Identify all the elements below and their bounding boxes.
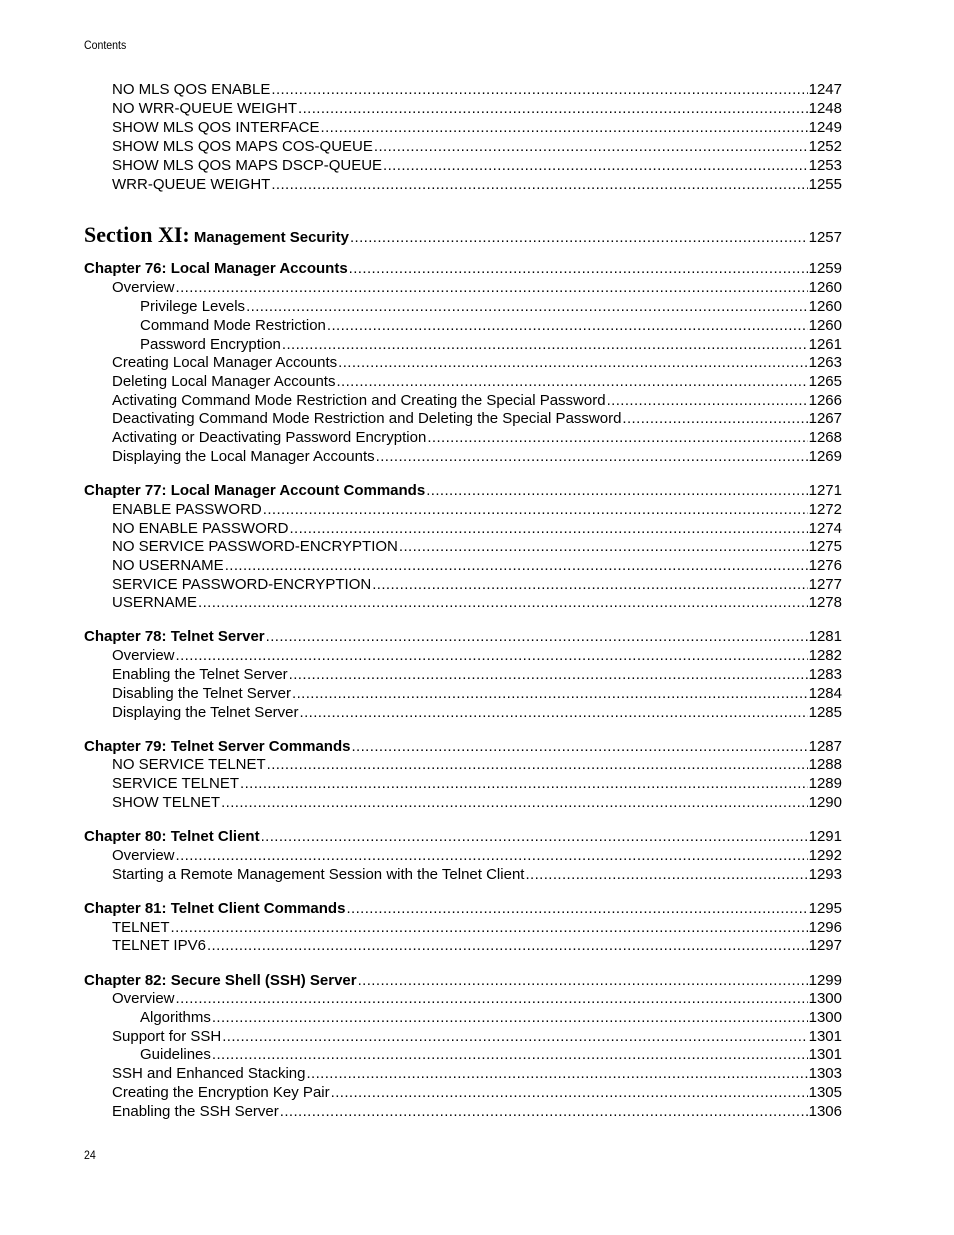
toc-page-number: 1289 xyxy=(808,775,842,792)
toc-page-number: 1272 xyxy=(808,501,842,518)
toc-entry-title: TELNET xyxy=(112,919,170,936)
toc-entry-title: SERVICE PASSWORD-ENCRYPTION xyxy=(112,576,372,593)
toc-entry-title: NO SERVICE TELNET xyxy=(112,756,266,773)
toc-entry[interactable] xyxy=(84,664,842,683)
toc-page-number: 1297 xyxy=(808,937,842,954)
dot-leader xyxy=(427,429,807,446)
dot-leader xyxy=(289,520,807,537)
toc-entry[interactable] xyxy=(84,371,842,390)
toc-page-number: 1283 xyxy=(808,666,842,683)
dot-leader xyxy=(376,448,808,465)
toc-entry-title: Chapter 80: Telnet Client xyxy=(84,828,260,845)
dot-leader xyxy=(271,81,807,98)
toc-page-number: 1282 xyxy=(808,647,842,664)
toc-page-number: 1300 xyxy=(808,990,842,1007)
toc-entry-title: Chapter 77: Local Manager Account Commands xyxy=(84,482,426,499)
dot-leader xyxy=(351,738,807,755)
toc-entry[interactable] xyxy=(84,773,842,792)
toc-chapter-entry[interactable] xyxy=(84,626,842,645)
dot-leader xyxy=(374,138,808,155)
toc-entry[interactable] xyxy=(84,98,842,117)
toc-entry-title: Deactivating Command Mode Restriction and Deleting the Special Password xyxy=(112,410,622,427)
dot-leader xyxy=(298,100,808,117)
toc-entry-title: Deleting Local Manager Accounts xyxy=(112,373,336,390)
toc-page-number: 1269 xyxy=(808,448,842,465)
toc-entry[interactable] xyxy=(84,917,842,936)
toc-entry[interactable] xyxy=(84,79,842,98)
toc-page-number: 1260 xyxy=(808,279,842,296)
toc-page-number: 1252 xyxy=(808,138,842,155)
dot-leader xyxy=(222,1028,807,1045)
toc-entry-title: NO USERNAME xyxy=(112,557,224,574)
toc-page-number: 1275 xyxy=(808,538,842,555)
toc-entry-title: SHOW TELNET xyxy=(112,794,221,811)
dot-leader xyxy=(207,937,808,954)
toc-entry[interactable] xyxy=(84,792,842,811)
toc-page-number: 1247 xyxy=(808,81,842,98)
toc-section-entry[interactable] xyxy=(84,220,842,246)
toc-page-number: 1293 xyxy=(808,866,842,883)
toc-page-number: 1263 xyxy=(808,354,842,371)
toc-entry[interactable] xyxy=(84,988,842,1007)
dot-leader xyxy=(349,260,808,277)
toc-entry[interactable] xyxy=(84,315,842,334)
dot-leader xyxy=(525,866,807,883)
toc-entry-title: WRR-QUEUE WEIGHT xyxy=(112,176,271,193)
toc-entry[interactable] xyxy=(84,1082,842,1101)
toc-page-number: 1301 xyxy=(808,1028,842,1045)
dot-leader xyxy=(198,594,808,611)
toc-page-number: 1266 xyxy=(808,392,842,409)
toc-entry[interactable] xyxy=(84,645,842,664)
toc-entry-title: Chapter 81: Telnet Client Commands xyxy=(84,900,346,917)
toc-entry-title: Overview xyxy=(112,647,175,664)
toc-entry-title: SHOW MLS QOS INTERFACE xyxy=(112,119,320,136)
dot-leader xyxy=(266,628,808,645)
toc-page-number: 1288 xyxy=(808,756,842,773)
toc-page-number: 1284 xyxy=(808,685,842,702)
toc-entry-title: Guidelines xyxy=(140,1046,211,1063)
dot-leader xyxy=(225,557,808,574)
toc-page-number: 1274 xyxy=(808,520,842,537)
toc-entry-title: Displaying the Telnet Server xyxy=(112,704,299,721)
toc-entry[interactable] xyxy=(84,683,842,702)
dot-leader xyxy=(372,576,807,593)
dot-leader xyxy=(358,972,808,989)
toc-entry[interactable] xyxy=(84,408,842,427)
toc-page-number: 1267 xyxy=(808,410,842,427)
toc-entry-title: Displaying the Local Manager Accounts xyxy=(112,448,375,465)
section-label: Section XI: xyxy=(84,222,190,247)
dot-leader xyxy=(292,685,808,702)
toc-page-number: 1303 xyxy=(808,1065,842,1082)
toc-entry-title: ENABLE PASSWORD xyxy=(112,501,262,518)
toc-chapter-entry[interactable] xyxy=(84,480,842,499)
dot-leader xyxy=(246,298,808,315)
toc-entry-title: Privilege Levels xyxy=(140,298,246,315)
toc-entry-title: Chapter 78: Telnet Server xyxy=(84,628,265,645)
dot-leader xyxy=(338,354,807,371)
toc-page-number: 1265 xyxy=(808,373,842,390)
dot-leader xyxy=(306,1065,807,1082)
toc-entry-title: Creating Local Manager Accounts xyxy=(112,354,338,371)
toc-entry-title: SERVICE TELNET xyxy=(112,775,239,792)
dot-leader xyxy=(383,157,808,174)
toc-page-number: 1260 xyxy=(808,298,842,315)
toc-page-number: 1257 xyxy=(808,229,842,246)
toc-entry[interactable] xyxy=(84,1101,842,1120)
section-title: Management Security xyxy=(193,229,349,246)
toc-entry[interactable] xyxy=(84,136,842,155)
toc-entry[interactable] xyxy=(84,702,842,721)
toc-page-number: 1259 xyxy=(808,260,842,277)
toc-entry[interactable] xyxy=(84,935,842,954)
toc-entry[interactable] xyxy=(84,592,842,611)
dot-leader xyxy=(221,794,808,811)
toc-page-number: 1271 xyxy=(808,482,842,499)
dot-leader xyxy=(622,410,807,427)
toc-chapter-entry[interactable] xyxy=(84,736,842,755)
toc-chapter-entry[interactable] xyxy=(84,826,842,845)
dot-leader xyxy=(289,666,808,683)
toc-entry[interactable] xyxy=(84,296,842,315)
toc-entry-title: Overview xyxy=(112,279,175,296)
toc-entry-title: TELNET IPV6 xyxy=(112,937,206,954)
toc-page-number: 1285 xyxy=(808,704,842,721)
toc-entry[interactable] xyxy=(84,446,842,465)
toc-entry[interactable] xyxy=(84,427,842,446)
toc-entry-title: Command Mode Restriction xyxy=(140,317,326,334)
dot-leader xyxy=(176,990,808,1007)
toc-entry-title: Overview xyxy=(112,990,175,1007)
toc-entry-title: NO ENABLE PASSWORD xyxy=(112,520,289,537)
toc-entry-title: Password Encryption xyxy=(140,336,281,353)
toc-entry-title: Algorithms xyxy=(140,1009,211,1026)
toc-entry[interactable] xyxy=(84,555,842,574)
toc-entry-title: Support for SSH xyxy=(112,1028,222,1045)
toc-page-number: 1260 xyxy=(808,317,842,334)
toc-entry[interactable] xyxy=(84,155,842,174)
toc-page-number: 1281 xyxy=(808,628,842,645)
toc-entry-title: Activating or Deactivating Password Encryption xyxy=(112,429,427,446)
dot-leader xyxy=(336,373,807,390)
dot-leader xyxy=(346,900,807,917)
dot-leader xyxy=(176,847,808,864)
toc-entry[interactable] xyxy=(84,518,842,537)
toc-page-number: 1292 xyxy=(808,847,842,864)
dot-leader xyxy=(176,647,808,664)
toc-entry[interactable] xyxy=(84,334,842,353)
toc-page-number: 1268 xyxy=(808,429,842,446)
toc-entry-title: SSH and Enhanced Stacking xyxy=(112,1065,306,1082)
toc-entry[interactable] xyxy=(84,277,842,296)
toc-page-number: 1261 xyxy=(808,336,842,353)
dot-leader xyxy=(327,317,808,334)
page-header: Contents xyxy=(84,38,127,52)
toc-entry[interactable] xyxy=(84,845,842,864)
toc-entry[interactable] xyxy=(84,117,842,136)
dot-leader xyxy=(300,704,808,721)
dot-leader xyxy=(171,919,808,936)
toc-entry-title: Overview xyxy=(112,847,175,864)
toc-entry[interactable] xyxy=(84,1007,842,1026)
toc-entry-title: NO SERVICE PASSWORD-ENCRYPTION xyxy=(112,538,398,555)
dot-leader xyxy=(350,229,808,246)
dot-leader xyxy=(261,828,808,845)
toc-page-number: 1253 xyxy=(808,157,842,174)
page-number: 24 xyxy=(84,1148,96,1162)
toc-entry-title: Creating the Encryption Key Pair xyxy=(112,1084,330,1101)
toc-entry-title: NO WRR-QUEUE WEIGHT xyxy=(112,100,297,117)
dot-leader xyxy=(263,501,808,518)
toc-page-number: 1249 xyxy=(808,119,842,136)
toc-entry[interactable] xyxy=(84,390,842,409)
toc-entry[interactable] xyxy=(84,536,842,555)
dot-leader xyxy=(399,538,808,555)
toc-section-title xyxy=(84,222,349,247)
toc-entry-title: USERNAME xyxy=(112,594,198,611)
dot-leader xyxy=(212,1046,808,1063)
toc-page-number: 1305 xyxy=(808,1084,842,1101)
dot-leader xyxy=(331,1084,808,1101)
dot-leader xyxy=(426,482,807,499)
toc-entry[interactable] xyxy=(84,174,842,193)
toc-page-number: 1300 xyxy=(808,1009,842,1026)
toc-page-number: 1296 xyxy=(808,919,842,936)
toc-entry-title: Chapter 79: Telnet Server Commands xyxy=(84,738,351,755)
toc-chapter-entry[interactable] xyxy=(84,970,842,989)
toc-page-number: 1290 xyxy=(808,794,842,811)
toc-page-number: 1276 xyxy=(808,557,842,574)
toc-entry-title: SHOW MLS QOS MAPS COS-QUEUE xyxy=(112,138,373,155)
toc-entry[interactable] xyxy=(84,352,842,371)
toc-entry[interactable] xyxy=(84,574,842,593)
toc-entry-title: Enabling the Telnet Server xyxy=(112,666,288,683)
toc-entry-title: Disabling the Telnet Server xyxy=(112,685,291,702)
dot-leader xyxy=(267,756,808,773)
dot-leader xyxy=(282,336,808,353)
toc-entry-title: NO MLS QOS ENABLE xyxy=(112,81,271,98)
dot-leader xyxy=(212,1009,808,1026)
toc-entry-title: Chapter 82: Secure Shell (SSH) Server xyxy=(84,972,357,989)
dot-leader xyxy=(240,775,808,792)
toc-entry-title: Chapter 76: Local Manager Accounts xyxy=(84,260,348,277)
toc-page-number: 1255 xyxy=(808,176,842,193)
toc-entry-title: Starting a Remote Management Session with the Telnet Client xyxy=(112,866,525,883)
toc-entry-title: Activating Command Mode Restriction and Creating the Special Password xyxy=(112,392,606,409)
dot-leader xyxy=(176,279,808,296)
toc-page-number: 1291 xyxy=(808,828,842,845)
toc-page-number: 1248 xyxy=(808,100,842,117)
toc-entry-title: SHOW MLS QOS MAPS DSCP-QUEUE xyxy=(112,157,383,174)
toc-chapter-entry[interactable] xyxy=(84,898,842,917)
toc-page-number: 1306 xyxy=(808,1103,842,1120)
toc-page-number: 1287 xyxy=(808,738,842,755)
dot-leader xyxy=(280,1103,808,1120)
dot-leader xyxy=(607,392,808,409)
toc-entry[interactable] xyxy=(84,1044,842,1063)
toc-entry[interactable] xyxy=(84,1026,842,1045)
toc-entry[interactable] xyxy=(84,499,842,518)
toc-page-number: 1295 xyxy=(808,900,842,917)
toc-entry[interactable] xyxy=(84,1063,842,1082)
toc-page-number: 1299 xyxy=(808,972,842,989)
toc-page-number: 1301 xyxy=(808,1046,842,1063)
dot-leader xyxy=(321,119,808,136)
toc-chapter-entry[interactable] xyxy=(84,258,842,277)
toc-page-number: 1278 xyxy=(808,594,842,611)
toc-entry-title: Enabling the SSH Server xyxy=(112,1103,279,1120)
toc-entry[interactable] xyxy=(84,754,842,773)
toc-page-number: 1277 xyxy=(808,576,842,593)
toc-entry[interactable] xyxy=(84,864,842,883)
dot-leader xyxy=(271,176,807,193)
